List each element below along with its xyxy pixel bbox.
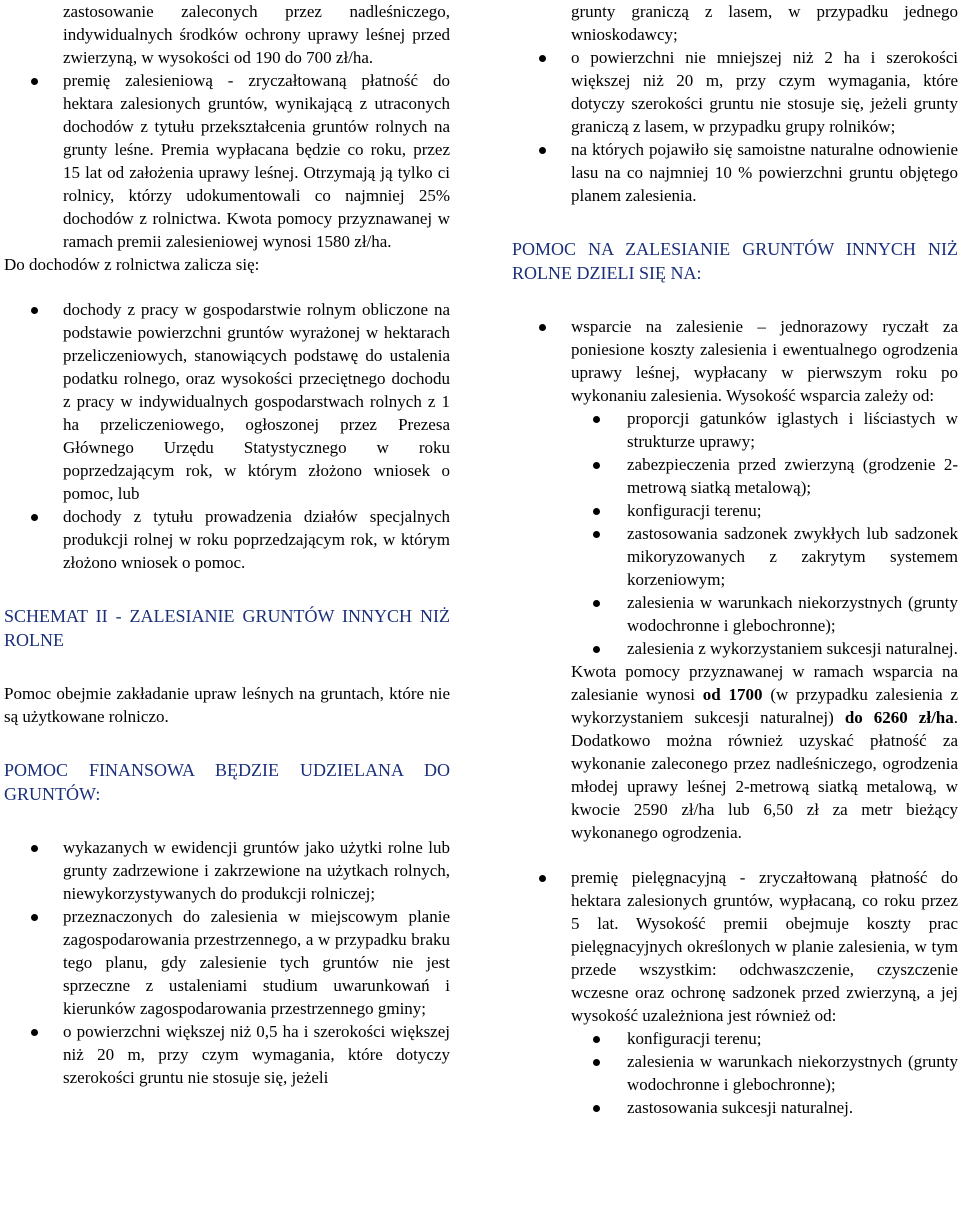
dochody-intro: Do dochodów z rolnictwa zalicza się: bbox=[4, 255, 260, 274]
kwota-text: (w przypadku zalesienia z wykorzystaniem sukcesji naturalnej) bbox=[571, 685, 958, 727]
list-item: dochody z tytułu prowadzenia działów specjalnych produkcji rolnej w roku poprzedzającym rok, w którym złożono wniosek o pomoc. bbox=[4, 505, 450, 574]
list-item: o powierzchni nie mniejszej niż 2 ha i szerokości większej niż 20 m, przy czym wymagania, które dotyczy szerokości gruntu nie stosuje się, jeżeli grunty graniczą z lasem, w przypadku grupy rolników; bbox=[512, 46, 958, 138]
list-item-premia-zalesieniowa: premię zalesieniową - zryczałtowaną płatność do hektara zalesionych gruntów, wynikającą z utraconych dochodów z tytułu przekształcenia gruntów rolnych na grunty leśne. Premia wypłacana będzie co roku, przez 15 lat od założenia uprawy leśnej. Otrzymają ją tylko ci rolnicy, którzy udokumentowali co najmniej 25% dochodów z rolnictwa. Kwota pomocy przyznawanej w ramach premii zalesieniowej wynosi 1580 zł/ha. bbox=[4, 69, 450, 253]
continued-list bbox=[512, 46, 958, 207]
list-item: zalesienia w warunkach niekorzystnych (grunty wodochronne i glebochronne); bbox=[512, 591, 958, 637]
pielegnacyjna-factors-list bbox=[512, 1027, 958, 1119]
section-heading-pomoc-na-zalesianie: POMOC NA ZALESIANIE GRUNTÓW INNYCH NIŻ ROLNE DZIELI SIĘ NA: bbox=[512, 239, 958, 283]
list-item: zastosowania sadzonek zwykłych lub sadzonek mikoryzowanych z zakrytym systemem korzeniowym; bbox=[512, 522, 958, 591]
list-item: zalesienia z wykorzystaniem sukcesji naturalnej. bbox=[512, 637, 958, 660]
section-heading-pomoc-finansowa: POMOC FINANSOWA BĘDZIE UDZIELANA DO GRUNTÓW: bbox=[4, 760, 450, 804]
wsparcie-factors-list bbox=[512, 407, 958, 660]
pielegnacyjna-list bbox=[512, 866, 958, 1027]
dochody-list bbox=[4, 298, 450, 574]
schemat-description: Pomoc obejmie zakładanie upraw leśnych na gruntach, które nie są użytkowane rolniczo. bbox=[4, 684, 450, 726]
list-item: wykazanych w ewidencji gruntów jako użytki rolne lub grunty zadrzewione i zakrzewione na użytkach rolnych, niewykorzystywanych do produkcji rolniczej; bbox=[4, 836, 450, 905]
list-item: zastosowania sukcesji naturalnej. bbox=[512, 1096, 958, 1119]
kwota-max-value: do 6260 zł/ha bbox=[844, 708, 954, 727]
continued-paragraph: grunty graniczą z lasem, w przypadku jednego wnioskodawcy; bbox=[571, 2, 958, 44]
list-item: konfiguracji terenu; bbox=[512, 1027, 958, 1050]
continued-paragraph: zastosowanie zaleconych przez nadleśniczego, indywidualnych środków ochrony uprawy leśnej przed zwierzyną, w wysokości od 190 do 700 zł/ha. bbox=[63, 2, 450, 67]
kwota-pomocy-paragraph bbox=[512, 660, 958, 844]
premia-list bbox=[4, 69, 450, 253]
list-item: zabezpieczenia przed zwierzyną (grodzenie 2-metrową siatką metalową); bbox=[512, 453, 958, 499]
kwota-min-value: od 1700 bbox=[702, 685, 763, 704]
grunty-list bbox=[4, 836, 450, 1089]
list-item: o powierzchni większej niż 0,5 ha i szerokości większej niż 20 m, przy czym wymagania, które dotyczy szerokości gruntu nie stosuje się, jeżeli bbox=[4, 1020, 450, 1089]
right-column bbox=[512, 0, 958, 1119]
list-item-wsparcie: wsparcie na zalesienie – jednorazowy ryczałt za poniesione koszty zalesienia i ewentualnego ogrodzenia uprawy leśnej, wypłacany w pierwszym roku po wykonaniu zalesienia. Wysokość wsparcia zależy od: bbox=[512, 315, 958, 407]
list-item: przeznaczonych do zalesienia w miejscowym planie zagospodarowania przestrzennego, a w przypadku braku tego planu, gdy zalesienie tych gruntów nie jest sprzeczne z ustaleniami studium uwarunkowań i kierunków zagospodarowania przestrzennego gminy; bbox=[4, 905, 450, 1020]
left-column bbox=[4, 0, 450, 1089]
list-item: konfiguracji terenu; bbox=[512, 499, 958, 522]
section-heading-schemat: SCHEMAT II - ZALESIANIE GRUNTÓW INNYCH NIŻ ROLNE bbox=[4, 606, 450, 650]
wsparcie-list bbox=[512, 315, 958, 407]
list-item: dochody z pracy w gospodarstwie rolnym obliczone na podstawie powierzchni gruntów wyrażonej w hektarach przeliczeniowych, stanowiących podstawę do ustalenia podatku rolnego, oraz wysokości przeciętnego dochodu z pracy w indywidualnych gospodarstwach rolnych z 1 ha przeliczeniowego, ogłoszonej przez Prezesa Głównego Urzędu Statystycznego w roku poprzedzającym rok, w którym złożono wniosek o pomoc, lub bbox=[4, 298, 450, 505]
list-item: proporcji gatunków iglastych i liściastych w strukturze uprawy; bbox=[512, 407, 958, 453]
list-item: na których pojawiło się samoistne naturalne odnowienie lasu na co najmniej 10 % powierzchni gruntu objętego planem zalesienia. bbox=[512, 138, 958, 207]
kwota-text: Kwota pomocy przyznawanej w ramach wsparcia na zalesianie wynosi bbox=[571, 662, 958, 704]
kwota-text: . Dodatkowo można również uzyskać płatność za wykonanie zaleconego przez nadleśniczego, ogrodzenia młodej uprawy leśnej 2-metrową siatką metalową, w kwocie 2590 zł/ha lub 6,50 zł za metr bieżący wykonanego ogrodzenia. bbox=[571, 708, 958, 842]
list-item: zalesienia w warunkach niekorzystnych (grunty wodochronne i glebochronne); bbox=[512, 1050, 958, 1096]
list-item-premia-pielegnacyjna: premię pielęgnacyjną - zryczałtowaną płatność do hektara zalesionych gruntów, wypłacaną, co roku przez 5 lat. Wysokość premii obejmuje koszty prac pielęgnacyjnych określonych w planie zalesienia, w tym przede wszystkim: odchwaszczenie, czyszczenie wczesne oraz ochronę sadzonek przed zwierzyną, a jej wysokość uzależniona jest również od: bbox=[512, 866, 958, 1027]
